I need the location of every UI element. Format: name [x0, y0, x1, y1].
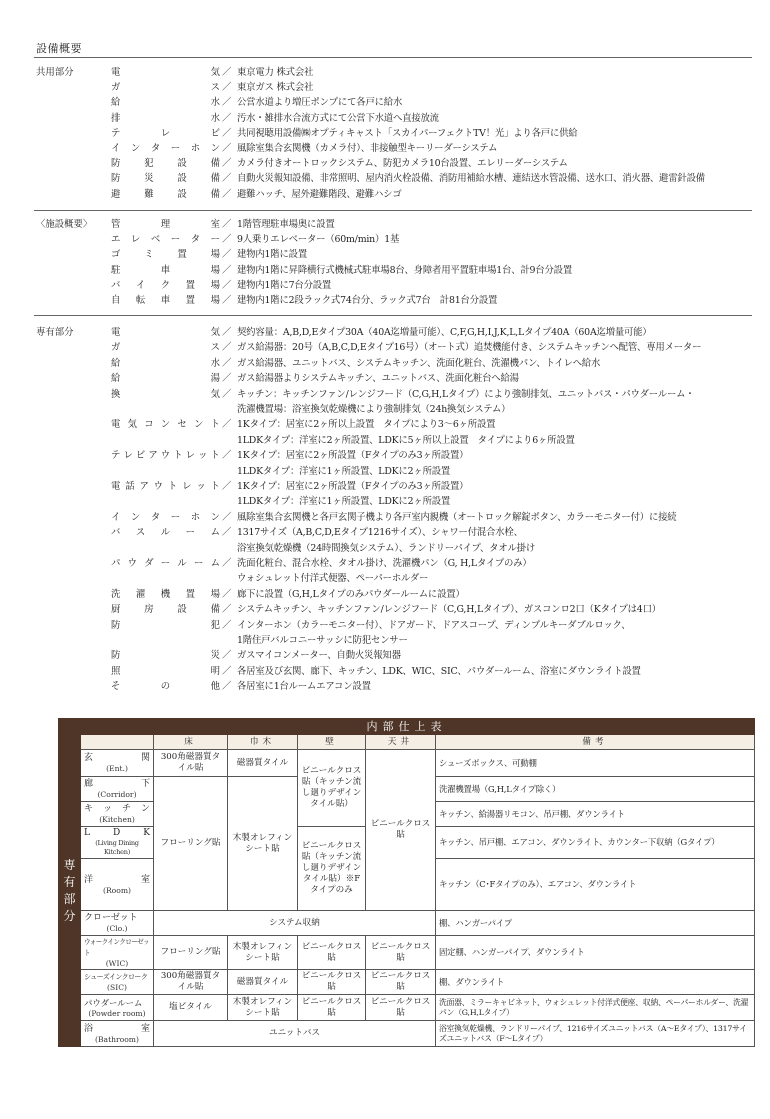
- spec-value: 1Kタイプ：居室に2ヶ所以上設置 タイプにより3〜6ヶ所設置: [237, 419, 496, 431]
- cell-entrance-floor: 300角磁器質タイル貼: [154, 750, 228, 777]
- spec-value: 公営水道より増圧ポンプにて各戸に給水: [237, 97, 403, 109]
- header-blank: [81, 735, 154, 750]
- room-western: 洋 室 (Room): [81, 859, 154, 911]
- note-kitchen: キッチン、給湯器リモコン、吊戸棚、ダウンライト: [436, 802, 755, 827]
- spec-row: [0, 541, 770, 556]
- spec-value: ガスマイコンメーター、自動火災報知器: [237, 650, 401, 662]
- spec-value: 1317サイズ（A,B,C,D,Eタイプ1216サイズ）、シャワー付混合水栓、: [237, 527, 523, 539]
- note-closet: 棚、ハンガーパイプ: [436, 911, 755, 936]
- note-corridor: 洗濯機置場（G,H,Lタイプ除く）: [436, 777, 755, 802]
- section-divider: [34, 315, 752, 316]
- spec-label: イ ン タ ー ホ ン: [111, 511, 220, 523]
- separator-slash: ／: [222, 234, 232, 246]
- spec-value: 9人乗りエレベーター（60m/min）1基: [237, 234, 400, 246]
- note-powder: 洗面器、ミラーキャビネット、ウォシュレット付洋式便座、収納、ペーパーホルダー、洗濯パン（G,H,Lタイプ）: [436, 995, 755, 1021]
- spec-label: 給 水: [111, 357, 220, 369]
- separator-slash: ／: [222, 143, 232, 154]
- spec-label: 駐 車 場: [111, 264, 220, 276]
- separator-slash: ／: [222, 327, 232, 338]
- section-label: 専有部分: [36, 327, 74, 338]
- spec-row: [0, 571, 770, 586]
- cell-powder-floor: 塩ビタイル: [154, 995, 228, 1021]
- cell-flooring: フローリング貼: [154, 777, 228, 911]
- spec-value: 建物内1階に7台分設置: [237, 279, 332, 291]
- separator-slash: ／: [222, 388, 232, 400]
- spec-value: 1階住戸バルコニーサッシに防犯センサー: [237, 635, 408, 646]
- header-floor: 床: [154, 735, 228, 750]
- spec-row: [0, 156, 770, 171]
- cell-unit-bath: ユニットバス: [154, 1021, 436, 1047]
- cell-sic-floor: 300角磁器質タイル貼: [154, 970, 228, 995]
- cell-system-storage: システム収納: [154, 911, 436, 936]
- spec-row: [0, 171, 770, 186]
- spec-row: [0, 263, 770, 278]
- separator-slash: ／: [222, 173, 232, 185]
- note-bath: 浴室換気乾燥機、ランドリーパイプ、1216サイズユニットバス（A〜Eタイプ）、1317サイズユニットバス（F〜Lタイプ）: [436, 1021, 755, 1047]
- spec-label: バ イ ク 置 場: [111, 279, 220, 291]
- spec-value: 浴室換気乾燥機（24時間換気システム）、ランドリーパイプ、タオル掛け: [237, 542, 535, 554]
- spec-value: 風除室集合玄関機（カメラ付）、非接触型キーリーダーシステム: [237, 143, 498, 154]
- separator-slash: ／: [222, 419, 232, 431]
- cell-sic-baseboard: 磁器質タイル: [228, 970, 298, 995]
- spec-value: ガス給湯器よりシステムキッチン、ユニットバス、洗面化粧台へ給湯: [237, 373, 519, 385]
- spec-value: 契約容量：A,B,D,Eタイプ30A（40A迄増量可能）、C,F,G,H,I,J,K,L,Lタイプ40A（60A迄増量可能）: [237, 327, 652, 338]
- separator-slash: ／: [222, 279, 232, 291]
- spec-label: 防 災: [111, 650, 220, 662]
- separator-slash: ／: [222, 619, 232, 631]
- spec-value: 自動火災報知設備、非常照明、屋内消火栓設備、消防用補給水槽、連結送水管設備、送水口、消火器、避雷針設備: [237, 173, 705, 185]
- room-sic: シューズインクローク (SIC): [81, 970, 154, 995]
- separator-slash: ／: [222, 82, 232, 94]
- spec-value: 洗濯機置場：浴室換気乾燥機により強制排気（24h換気システム）: [237, 404, 511, 415]
- spec-row: [0, 95, 770, 110]
- spec-row: [0, 387, 770, 402]
- spec-row: [0, 356, 770, 371]
- spec-row: [0, 648, 770, 663]
- spec-label: 電 話 ア ウ ト レ ッ ト: [111, 481, 220, 492]
- spec-label: 給 水: [111, 97, 220, 109]
- note-western: キッチン（C･Fタイプのみ）、エアコン、ダウンライト: [436, 859, 755, 911]
- spec-value: 各居室及び玄関、廊下、キッチン、LDK、WIC、SIC、パウダールーム、浴室にダウンライト設置: [237, 665, 641, 677]
- spec-value: 1Kタイプ：居室に2ヶ所設置（Fタイプのみ3ヶ所設置）: [237, 481, 469, 492]
- side-label-private: 専 有 部 分: [59, 735, 81, 1047]
- spec-row: [0, 464, 770, 479]
- spec-value: 建物内1階に設置: [237, 249, 307, 261]
- note-entrance: シューズボックス、可動棚: [436, 750, 755, 777]
- spec-row: [0, 65, 770, 80]
- spec-value: 東京電力 株式会社: [237, 67, 314, 78]
- title-rule: [34, 57, 752, 58]
- cell-sic-ceiling: ビニールクロス貼: [366, 970, 436, 995]
- cell-wic-wall: ビニールクロス貼: [298, 936, 366, 970]
- separator-slash: ／: [222, 295, 232, 306]
- interior-finish-table: [58, 718, 755, 1047]
- spec-value: 共同視聴用設備㈱オプティキャスト「スカイパーフェクトTV！光」より各戸に供給: [237, 127, 578, 139]
- cell-sic-wall: ビニールクロス貼: [298, 970, 366, 995]
- spec-label: そ の 他: [111, 681, 220, 693]
- cell-powder-ceiling: ビニールクロス貼: [366, 995, 436, 1021]
- spec-value: ウォシュレット付洋式便器、ペーパーホルダー: [237, 573, 429, 585]
- spec-row: [0, 371, 770, 386]
- spec-label: 給 湯: [111, 373, 220, 385]
- spec-label: 照 明: [111, 665, 220, 677]
- separator-slash: ／: [222, 588, 232, 600]
- separator-slash: ／: [222, 67, 232, 78]
- spec-row: [0, 187, 770, 202]
- spec-value: カメラ付きオートロックシステム、防犯カメラ10台設置、エレリーダーシステム: [237, 158, 568, 170]
- spec-label: 防 災 設 備: [111, 173, 220, 185]
- room-kitchen: キ ッ チ ン (Kitchen): [81, 802, 154, 827]
- spec-label: テ レ ビ ア ウ ト レ ッ ト: [111, 450, 220, 462]
- spec-value: 洗面化粧台、混合水栓、タオル掛け、洗濯機パン（G, H,Lタイプのみ）: [237, 558, 532, 569]
- spec-label: 電 気 コ ン セ ン ト: [111, 419, 220, 431]
- header-baseboard: 巾木: [228, 735, 298, 750]
- spec-row: [0, 232, 770, 247]
- spec-value: 東京ガス 株式会社: [237, 82, 314, 94]
- separator-slash: ／: [222, 681, 232, 693]
- spec-row: [0, 126, 770, 141]
- separator-slash: ／: [222, 188, 232, 200]
- header-ceiling: 天井: [366, 735, 436, 750]
- spec-row: [0, 633, 770, 648]
- note-wic: 固定棚、ハンガーパイプ、ダウンライト: [436, 936, 755, 970]
- spec-row: [0, 602, 770, 617]
- cell-powder-baseboard: 木製オレフィンシート貼: [228, 995, 298, 1021]
- spec-value: システムキッチン、キッチンファン/レンジフード（C,G,H,Lタイプ）、ガスコンロ2口（Kタイプは4口）: [237, 604, 661, 616]
- room-closet: クローゼット (Clo.): [81, 911, 154, 936]
- separator-slash: ／: [222, 511, 232, 523]
- spec-value: 1LDKタイプ：洋室に2ヶ所設置、LDKに5ヶ所以上設置 タイプにより6ヶ所設置: [237, 434, 575, 446]
- spec-value: キッチン：キッチンファン/レンジフード（C,G,H,Lタイプ）により強制排気、ユニットバス・パウダールーム・: [237, 388, 695, 400]
- spec-label: 洗 濯 機 置 場: [111, 588, 220, 600]
- separator-slash: ／: [222, 604, 232, 616]
- spec-label: テ レ ビ: [111, 127, 220, 139]
- spec-row: [0, 325, 770, 340]
- room-ldk: L D K (Living Dining Kitchen): [81, 827, 154, 859]
- separator-slash: ／: [222, 373, 232, 385]
- spec-value: インターホン（カラーモニター付）、ドアガード、ドアスコープ、ディンプルキーダブルロック、: [237, 619, 631, 631]
- spec-row: [0, 679, 770, 694]
- spec-value: 汚水・雑排水合流方式にて公営下水道へ直接放流: [237, 112, 439, 124]
- spec-value: 1LDKタイプ：洋室に1ヶ所設置、LDKに2ヶ所設置: [237, 496, 451, 508]
- note-sic: 棚、ダウンライト: [436, 970, 755, 995]
- spec-row: [0, 80, 770, 95]
- spec-value: 1Kタイプ：居室に2ヶ所設置（Fタイプのみ3ヶ所設置）: [237, 450, 469, 462]
- spec-row: [0, 278, 770, 293]
- cell-wic-baseboard: 木製オレフィンシート貼: [228, 936, 298, 970]
- room-entrance: 玄 関 (Ent.): [81, 750, 154, 777]
- section-label: 〈施設概要〉: [36, 219, 93, 230]
- spec-label: 排 水: [111, 112, 220, 124]
- spec-row: [0, 417, 770, 432]
- header-notes: 備考: [436, 735, 755, 750]
- spec-label: 厨 房 設 備: [111, 604, 220, 616]
- spec-value: 風除室集合玄関機と各戸玄関子機より各戸室内親機（オートロック解錠ボタン、カラーモニター付）に接続: [237, 511, 677, 523]
- spec-row: [0, 664, 770, 679]
- cell-wall-room: ビニールクロス貼（キッチン流し廻りデザインタイル貼）※Fタイプのみ: [298, 827, 366, 911]
- spec-row: [0, 141, 770, 156]
- separator-slash: ／: [222, 450, 232, 462]
- spec-row: [0, 587, 770, 602]
- spec-label: 換 気: [111, 388, 220, 400]
- separator-slash: ／: [222, 481, 232, 492]
- finish-table-title: 内部仕上表: [59, 719, 755, 735]
- spec-value: 1LDKタイプ：洋室に1ヶ所設置、LDKに2ヶ所設置: [237, 465, 451, 477]
- page-title: 設備概要: [36, 42, 82, 55]
- spec-row: [0, 510, 770, 525]
- spec-value: 建物内1階に昇降横行式機械式駐車場8台、身障者用平置駐車場1台、計9台分設置: [237, 264, 573, 276]
- room-bath: 浴 室 (Bathroom): [81, 1021, 154, 1047]
- spec-label: ゴ ミ 置 場: [111, 249, 220, 261]
- separator-slash: ／: [222, 97, 232, 109]
- separator-slash: ／: [222, 264, 232, 276]
- cell-baseboard-sheet: 木製オレフィンシート貼: [228, 777, 298, 911]
- section-divider: [34, 210, 752, 211]
- separator-slash: ／: [222, 527, 232, 539]
- separator-slash: ／: [222, 558, 232, 569]
- section-label: 共用部分: [36, 67, 74, 78]
- spec-row: [0, 402, 770, 417]
- spec-value: 1階管理駐車場奥に設置: [237, 219, 335, 230]
- spec-row: [0, 494, 770, 509]
- spec-label: 自 転 車 置 場: [111, 295, 220, 306]
- spec-value: 廊下に設置（G,H,Lタイプのみパウダールームに設置）: [237, 588, 465, 600]
- separator-slash: ／: [222, 158, 232, 170]
- spec-value: ガス給湯器：20号（A,B,C,D,Eタイプ16号）（オート式）追焚機能付き、システムキッチンへ配管、専用メーター: [237, 342, 702, 354]
- cell-wic-ceiling: ビニールクロス貼: [366, 936, 436, 970]
- separator-slash: ／: [222, 342, 232, 354]
- spec-row: [0, 247, 770, 262]
- spec-label: イ ン タ ー ホ ン: [111, 143, 220, 154]
- spec-row: [0, 433, 770, 448]
- separator-slash: ／: [222, 650, 232, 662]
- spec-row: [0, 556, 770, 571]
- spec-label: 電 気: [111, 327, 220, 338]
- spec-label: ガ ス: [111, 342, 220, 354]
- cell-entrance-baseboard: 磁器質タイル: [228, 750, 298, 777]
- spec-label: 防 犯 設 備: [111, 158, 220, 170]
- note-ldk: キッチン、吊戸棚、エアコン、ダウンライト、カウンター下収納（Gタイプ）: [436, 827, 755, 859]
- separator-slash: ／: [222, 112, 232, 124]
- cell-powder-wall: ビニールクロス貼: [298, 995, 366, 1021]
- spec-row: [0, 525, 770, 540]
- spec-label: 避 難 設 備: [111, 188, 220, 200]
- spec-label: ガ ス: [111, 82, 220, 94]
- room-powder: パウダールーム (Powder room): [81, 995, 154, 1021]
- separator-slash: ／: [222, 249, 232, 261]
- room-corridor: 廊 下 (Corridor): [81, 777, 154, 802]
- spec-label: 防 犯: [111, 619, 220, 631]
- spec-label: バ ス ル ー ム: [111, 527, 220, 539]
- cell-wic-floor: フローリング貼: [154, 936, 228, 970]
- spec-row: [0, 293, 770, 308]
- spec-value: 各居室に1台ルームエアコン設置: [237, 681, 371, 693]
- spec-value: 避難ハッチ、屋外避難階段、避難ハシゴ: [237, 188, 402, 200]
- spec-label: 管 理 室: [111, 219, 220, 230]
- room-wic: ウォークインクローゼット (WIC): [81, 936, 154, 970]
- separator-slash: ／: [222, 357, 232, 369]
- separator-slash: ／: [222, 665, 232, 677]
- cell-wall-kitchen: ビニールクロス貼（キッチン流し廻りデザインタイル貼）: [298, 750, 366, 827]
- spec-row: [0, 479, 770, 494]
- cell-ceiling-main: ビニールクロス貼: [366, 750, 436, 911]
- spec-row: [0, 618, 770, 633]
- header-wall: 壁: [298, 735, 366, 750]
- spec-value: ガス給湯器、ユニットバス、システムキッチン、洗面化粧台、洗濯機パン、トイレへ給水: [237, 357, 601, 369]
- separator-slash: ／: [222, 127, 232, 139]
- spec-label: パ ウ ダ ー ル ー ム: [111, 558, 220, 569]
- spec-label: エ レ ベ ー タ ー: [111, 234, 220, 246]
- separator-slash: ／: [222, 219, 232, 230]
- spec-row: [0, 217, 770, 232]
- spec-row: [0, 448, 770, 463]
- spec-value: 建物内1階に2段ラック式74台分、ラック式7台 計81台分設置: [237, 295, 498, 306]
- spec-label: 電 気: [111, 67, 220, 78]
- spec-row: [0, 340, 770, 355]
- spec-row: [0, 111, 770, 126]
